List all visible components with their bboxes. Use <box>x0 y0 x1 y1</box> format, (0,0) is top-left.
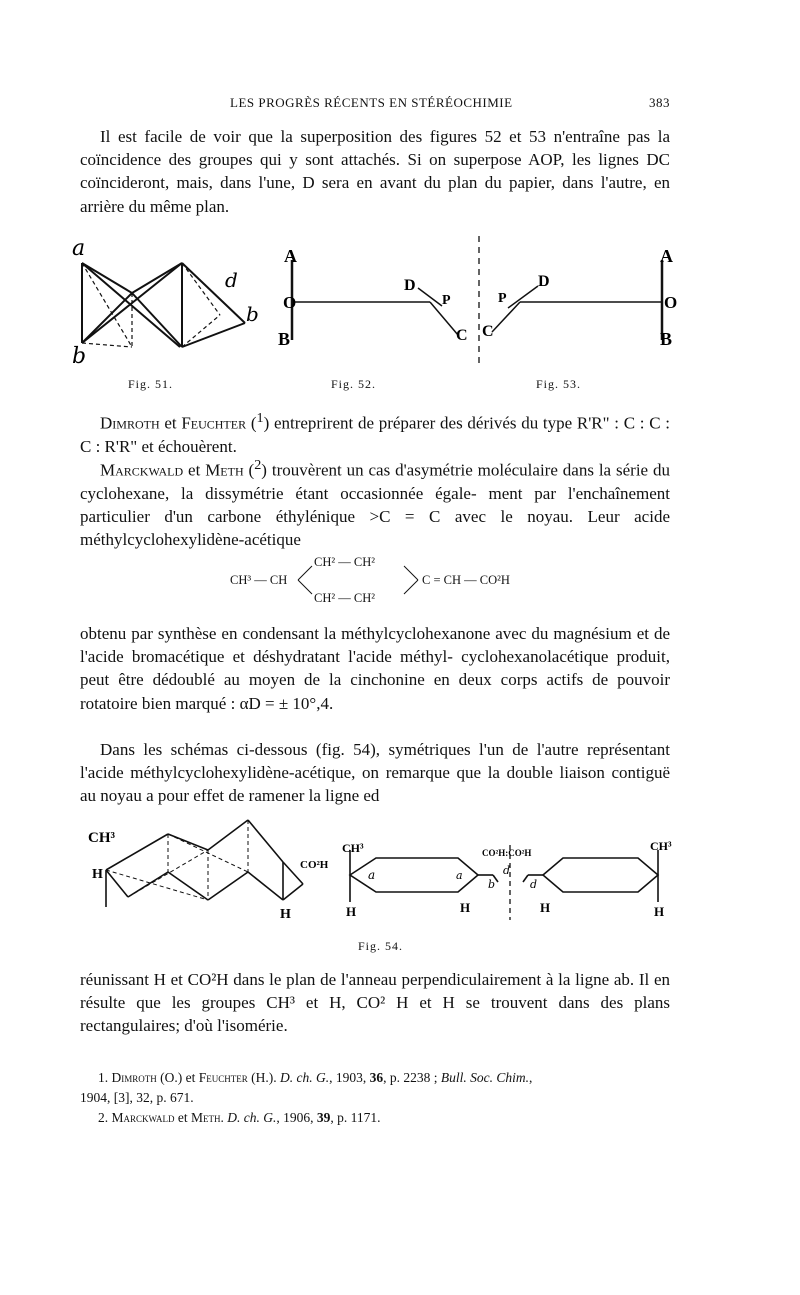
fig51-label-d: d <box>225 268 238 292</box>
fig53-label-A: A <box>660 246 673 266</box>
fig54-label-ch3-r2: CH³ <box>650 839 672 853</box>
paragraph-5 <box>80 738 670 808</box>
fig52-label-P: P <box>442 293 451 308</box>
p1-line-4: du papier, dans l'autre, en arrière du même plan. <box>80 173 671 216</box>
fig53-label-P: P <box>498 291 507 306</box>
paragraph-2: Dimroth et Feuchter ($^1$) entreprirent de préparer des dérivés du type R'R" : C : C : C : R'R" et échouèrent. <box>80 410 670 456</box>
figure-54-right <box>338 830 678 925</box>
p6-line-3: dans des plans rectangulaires; d'où l'isomérie. <box>80 993 670 1036</box>
figure-51 <box>70 235 270 370</box>
formula-right: C = CH — CO²H <box>422 573 510 587</box>
fig51-label-b-right: b <box>246 302 259 326</box>
fig54-label-h-r2: H <box>460 900 471 915</box>
fig54-label-h-left: H <box>92 867 103 882</box>
fn1-text-2: (H.). <box>247 1070 280 1085</box>
fig53-label-D: D <box>538 273 550 290</box>
formula-bottom: CH² — CH² <box>314 591 375 605</box>
fig52-label-D: D <box>404 277 416 294</box>
fn2-text-3: , 1906, <box>276 1110 317 1125</box>
p3-line-4: avec le noyau. Leur acide méthylcyclohexylidène-acétique <box>80 507 670 550</box>
p1-line-3: les lignes DC coïncideront, mais, dans l'une, D sera en avant du plan <box>80 150 671 193</box>
p4-line-4: cinchonine en deux corps actifs de pouvoir rotatoire bien marqué : <box>80 670 671 713</box>
p3-line-2: dans la série du cyclohexane, la dissymétrie étant occasionnée égale- <box>80 460 670 503</box>
p4-line-2: magnésium et de l'acide bromacétique et déshydratant l'acide méthyl- <box>80 624 670 667</box>
fig51-label-a: a <box>72 236 86 261</box>
fig52-label-C: C <box>456 327 468 344</box>
fig53-label-B: B <box>660 329 673 349</box>
author-marckwald: Marckwald <box>100 460 184 480</box>
fig54-label-h-mid: H <box>280 907 291 922</box>
fn1-text-1: (O.) et <box>156 1070 199 1085</box>
fig52-label-O: O <box>283 293 297 312</box>
fig54-label-d2: d <box>530 878 538 891</box>
fig54-label-d1: d <box>503 864 511 877</box>
p2-line-2: R'R" : C : C : C : R'R" et échouèrent. <box>80 413 670 456</box>
fig54-label-ch3-left: CH³ <box>88 830 115 846</box>
fn2-text-2: . <box>220 1110 228 1125</box>
paragraph-1 <box>80 125 670 218</box>
p4-line-1: obtenu par synthèse en condensant la méthylcyclohexanone avec du <box>80 624 549 643</box>
p4-line-5: αD = ± 10°,4. <box>239 693 334 713</box>
fig54-label-h-r3: H <box>540 900 551 915</box>
fn2-text-1: et <box>174 1110 192 1125</box>
fig51-caption: Fig. 51. <box>128 377 174 391</box>
p3-line-1-rest: trouvèrent un cas d'asymétrie moléculaire <box>266 460 558 480</box>
fn1-bulletin: Bull. Soc. Chim. <box>440 1070 530 1085</box>
p1-line-1: Il est facile de voir que la superposition des figures 52 et 53 n'entraîne <box>100 127 620 146</box>
figure-53 <box>480 240 690 360</box>
fig54-label-co2h: CO²H <box>300 859 328 871</box>
author-meth: Meth <box>205 460 244 480</box>
p1-line-2: pas la coïncidence des groupes qui y sont attachés. Si on superpose AOP, <box>80 127 670 170</box>
fn2-journal: D. ch. G. <box>227 1110 277 1125</box>
fn2-number: 2. <box>98 1110 109 1125</box>
fn1-text-3: , 1903, <box>329 1070 370 1085</box>
fn1-number: 1. <box>98 1070 109 1085</box>
fig54-label-a1: a <box>368 868 376 882</box>
author-feuchter: Feuchter <box>181 413 247 433</box>
p3-line-3: ment par l'enchaînement particulier d'un carbone éthylénique >C = C <box>80 483 671 527</box>
fig53-label-C: C <box>482 323 494 340</box>
footnote-2 <box>80 1108 680 1128</box>
figure-54-left <box>88 812 328 927</box>
footnote-1: 1. Dimroth (O.) et Feuchter (H.). D. ch. G., 1903, 36, p. 2238 ; Bull. Soc. Chim., <box>98 1070 533 1085</box>
p2-line-1-rest: entreprirent de préparer des dérivés du type <box>269 413 573 433</box>
formula-bonds <box>296 558 426 604</box>
fn1-volume: 36 <box>369 1070 384 1085</box>
fn2-text-4: , p. 1171. <box>330 1110 381 1125</box>
p4-line-3: cyclohexanolacétique produit, peut être dédoublé au moyen de la <box>80 647 671 690</box>
footnote-1-line-2: 1904, [3], 32, p. 671. <box>80 1090 194 1105</box>
author-dimroth: Dimroth <box>100 413 160 433</box>
fn2-author-2: Meth <box>191 1110 221 1125</box>
fig54-label-co2h-mid: CO²H:CO²H <box>482 848 532 858</box>
p6-line-2: ligne ab. Il en résulte que les groupes CH³ et H, CO² H et H se trouvent <box>80 970 671 1013</box>
running-title: LES PROGRÈS RÉCENTS EN STÉRÉOCHIMIE <box>230 95 513 110</box>
fig54-label-a2: a <box>456 869 463 882</box>
p5-line-2: représentant l'acide méthylcyclohexylidène-acétique, on remarque que <box>80 740 671 783</box>
fig54-label-ch3-r1: CH³ <box>342 841 364 855</box>
fig54-label-b1: b <box>488 878 496 891</box>
p5-line-3: la double liaison contiguë au noyau a pour effet de ramener la ligne ed <box>80 763 671 806</box>
formula-top: CH² — CH² <box>314 555 375 569</box>
fig52-caption: Fig. 52. <box>331 377 377 391</box>
fn2-author-1: Marckwald <box>111 1110 175 1125</box>
fn2-volume: 39 <box>316 1110 331 1125</box>
paragraph-3: Marckwald et Meth ($^2$) trouvèrent un cas d'asymétrie moléculaire dans la série du cyclohexane, la dissymétrie étant occasionnée égale- ment par l'enchaînement particulier d'un carbone éthylénique >C = C avec le noyau. Leur acide méthylcyclohexylidène-acétique <box>80 457 671 550</box>
paragraph-6 <box>80 968 670 1038</box>
fig53-caption: Fig. 53. <box>536 377 582 391</box>
fig54-label-h-r1: H <box>346 904 357 919</box>
figure-52 <box>270 240 480 360</box>
fig54-caption: Fig. 54. <box>358 939 404 953</box>
fn1-text-4: , p. 2238 ; <box>383 1070 441 1085</box>
p5-line-1: Dans les schémas ci-dessous (fig. 54), symétriques l'un de l'autre <box>100 740 579 759</box>
fig54-label-h-r4: H <box>654 904 665 919</box>
fn1-author-2: Feuchter <box>198 1070 248 1085</box>
fig52-label-A: A <box>284 246 297 266</box>
fn1-journal: D. ch. G. <box>280 1070 330 1085</box>
fig51-label-b-bottom: b <box>72 344 87 369</box>
formula-left: CH³ — CH <box>230 573 288 587</box>
fig53-label-O: O <box>664 293 678 312</box>
p6-line-1: réunissant H et CO²H dans le plan de l'anneau perpendiculairement à la <box>80 970 571 989</box>
fig52-label-B: B <box>278 329 291 349</box>
paragraph-4 <box>80 622 670 715</box>
fn1-author-1: Dimroth <box>111 1070 157 1085</box>
page-number: 383 <box>649 95 670 110</box>
